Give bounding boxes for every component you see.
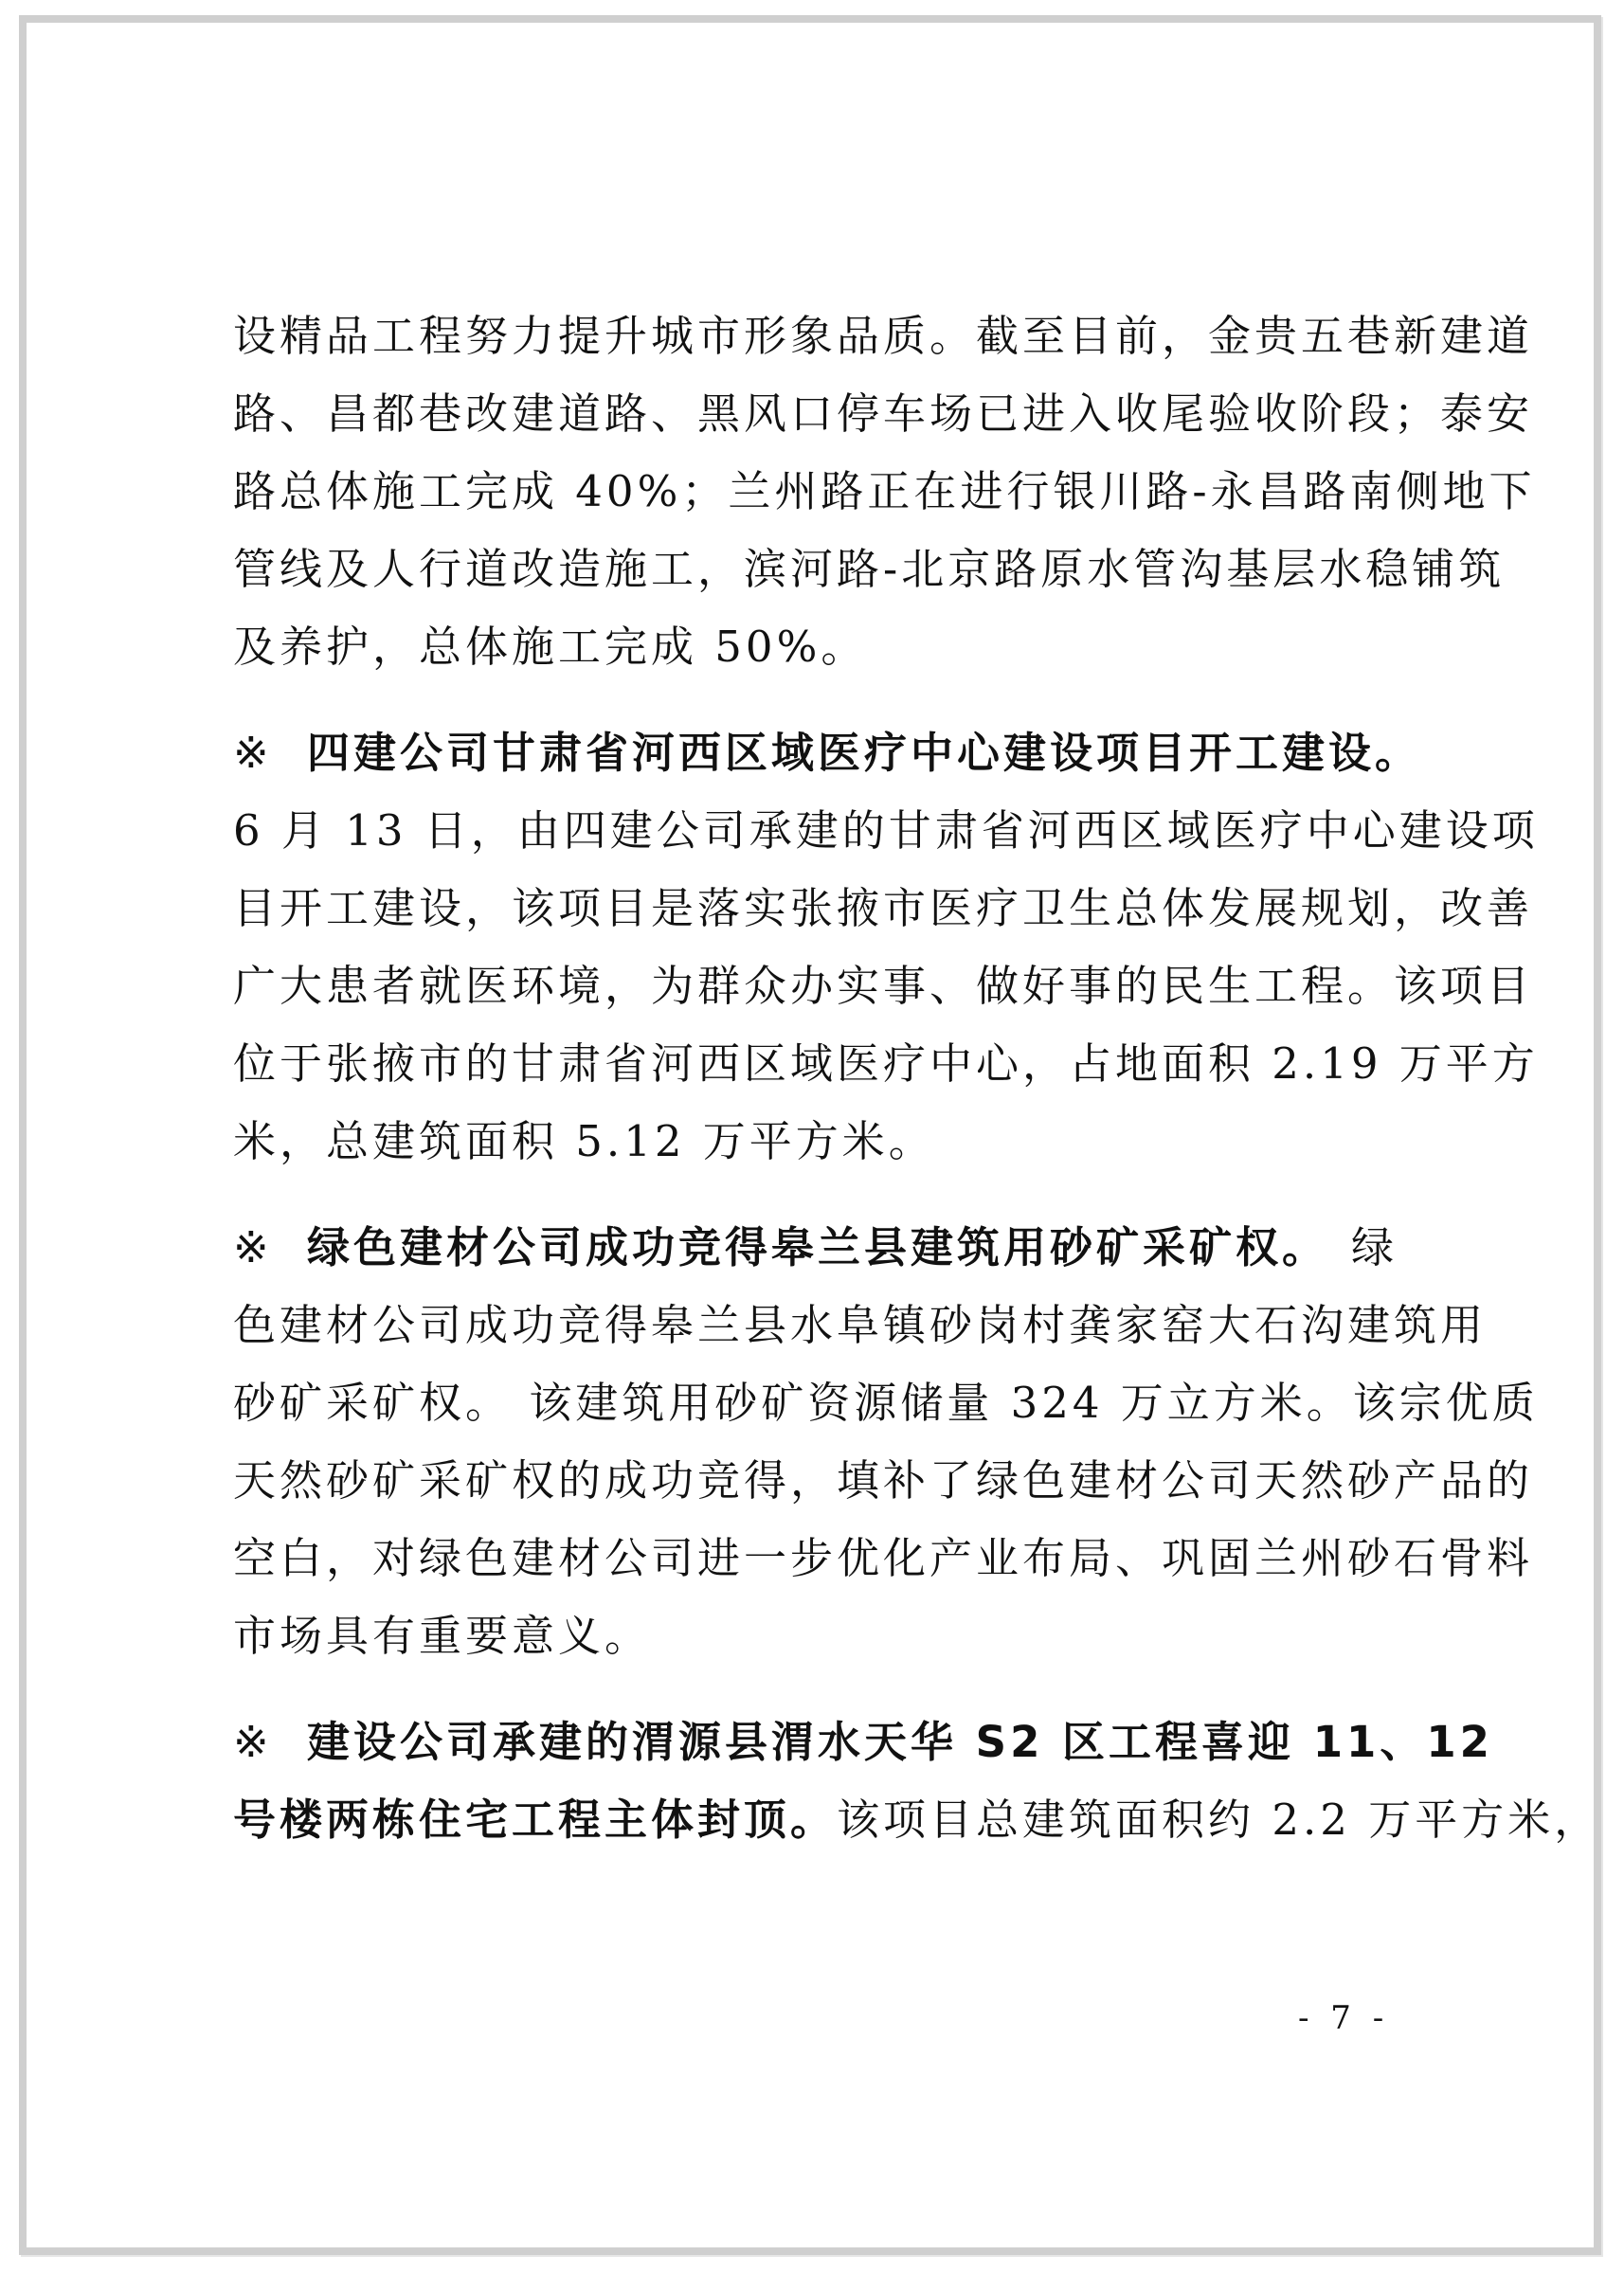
- paragraph-3-line-4: 空白，对绿色建材公司进一步优化产业布局、巩固兰州砂石骨料: [233, 1533, 1534, 1583]
- paragraph-2-line-4: 位于张掖市的甘肃省河西区域医疗中心，占地面积 2.19 万平方: [233, 1038, 1539, 1089]
- paragraph-1-line-3: 路总体施工完成 40%；兰州路正在进行银川路-永昌路南侧地下: [233, 466, 1536, 516]
- paragraph-4-title-line-1: 建设公司承建的渭源县渭水天华 S2 区工程喜迎 11、12: [307, 1717, 1493, 1767]
- reference-mark: ※: [233, 728, 273, 778]
- paragraph-4-line-2: [233, 1785, 1600, 1855]
- paragraph-3-line-1: 色建材公司成功竞得皋兰县水阜镇砂岗村龚家窑大石沟建筑用: [233, 1300, 1488, 1350]
- paragraph-2-heading: [146, 718, 1421, 788]
- paragraph-4-tail-line-2: 该项目总建筑面积约 2.2 万平方米，: [837, 1795, 1601, 1845]
- paragraph-4-heading-line-1: [146, 1707, 1493, 1777]
- paragraph-4-title-line-2: 号楼两栋住宅工程主体封顶。: [233, 1795, 838, 1845]
- paragraph-1-line-2: 路、昌都巷改建道路、黑风口停车场已进入收尾验收阶段；泰安: [233, 388, 1534, 439]
- paragraph-1-line-5: 及养护，总体施工完成 50%。: [233, 622, 868, 672]
- paragraph-2-line-3: 广大患者就医环境，为群众办实事、做好事的民生工程。该项目: [233, 961, 1534, 1011]
- page-number: - 7 -: [1298, 1999, 1390, 2037]
- paragraph-1-line-1: 设精品工程努力提升城市形象品质。截至目前，金贵五巷新建道: [233, 311, 1534, 361]
- paragraph-3-line-2: 砂矿采矿权。 该建筑用砂矿资源储量 324 万立方米。该宗优质: [233, 1378, 1539, 1428]
- paragraph-2-title: 四建公司甘肃省河西区域医疗中心建设项目开工建设。: [307, 728, 1422, 778]
- reference-mark: ※: [233, 1222, 273, 1272]
- paragraph-3-heading: [146, 1213, 1398, 1283]
- paragraph-2-line-2: 目开工建设，该项目是落实张掖市医疗卫生总体发展规划，改善: [233, 883, 1534, 933]
- paragraph-3-line-3: 天然砂矿采矿权的成功竞得，填补了绿色建材公司天然砂产品的: [233, 1455, 1534, 1506]
- paragraph-3-line-5: 市场具有重要意义。: [233, 1611, 652, 1661]
- reference-mark: ※: [233, 1717, 273, 1767]
- paragraph-1-line-4: 管线及人行道改造施工，滨河路-北京路原水管沟基层水稳铺筑: [233, 544, 1506, 594]
- paragraph-2-line-5: 米，总建筑面积 5.12 万平方米。: [233, 1116, 935, 1166]
- paragraph-3-title: 绿色建材公司成功竞得皋兰县建筑用砂矿采矿权。: [307, 1222, 1329, 1272]
- paragraph-3-title-tail: 绿: [1351, 1222, 1398, 1272]
- paragraph-2-line-1: 6 月 13 日，由四建公司承建的甘肃省河西区域医疗中心建设项: [233, 805, 1539, 856]
